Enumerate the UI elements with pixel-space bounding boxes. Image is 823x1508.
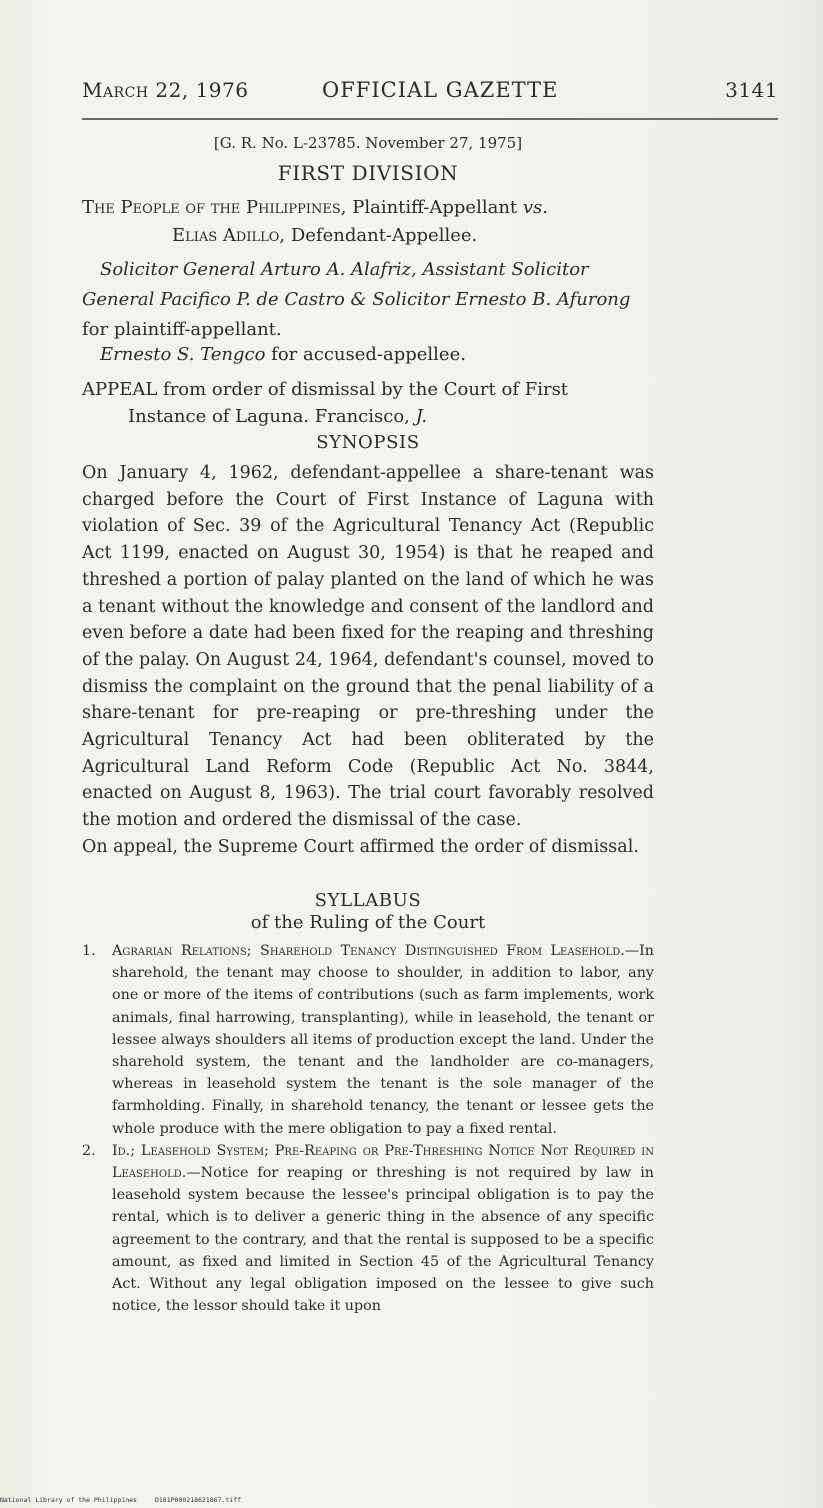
syllabus-subheading: of the Ruling of the Court: [250, 912, 486, 933]
publication-title: OFFICIAL GAZETTE: [322, 78, 559, 102]
accused-counsel: [82, 342, 654, 368]
syllabus-item-number: 2.: [82, 1142, 96, 1159]
page-header: [82, 78, 778, 108]
accused-counsel-role: for accused-appellee.: [265, 344, 466, 365]
appeal-statement: [82, 376, 654, 430]
appeal-judge: J.: [415, 406, 428, 427]
syllabus-item-title: Agrarian Relations; Sharehold Tenancy Distinguished From Leasehold.: [112, 943, 625, 959]
plaintiff-counsel: [82, 255, 654, 345]
syllabus-item-number: 1.: [82, 943, 96, 959]
syllabus-item-1: [82, 940, 654, 1140]
accused-counsel-name: Ernesto S. Tengco: [100, 344, 266, 365]
synopsis-paragraph-2: On appeal, the Supreme Court affirmed the order of dismissal.: [82, 836, 639, 857]
synopsis-heading: SYNOPSIS: [316, 432, 420, 453]
syllabus-item-text: —In sharehold, the tenant may choose to shoulder, in addition to labor, any one or more of the items of contributions (such as farm implements, work animals, final harrowing, transplanting), while in leasehold, the tenant or lessee always shoulders all items of production except the land. Under the sharehold system, the tenant and the landholder are co-managers, whereas in leasehold system the tenant is the sole manager of the farmholding. Finally, in sharehold tenancy, the tenant or lessee gets the whole produce with the mere obligation to pay a fixed rental.: [112, 943, 654, 1137]
appeal-line-1: APPEAL from order of dismissal by the Court of First: [82, 379, 569, 400]
plaintiff-name: The People of the Philippines: [82, 197, 341, 218]
library-credit: National Library of the Philippines: [0, 1496, 137, 1504]
syllabus-item-text: —Notice for reaping or threshing is not required by law in leasehold system because the lessee's principal obligation is to pay the rental, which is to deliver a generic thing in the absence of any specific agreement to the contrary, and that the rental is supposed to be a specific amount, as fixed and limited in Section 45 of the Agricultural Tenancy Act. Without any legal obligation imposed on the lessee to give such notice, the lessor should take it upon: [112, 1165, 654, 1315]
synopsis-body: [82, 460, 654, 861]
plaintiff-role: , Plaintiff-Appellant: [340, 197, 523, 218]
division-title: FIRST DIVISION: [277, 161, 459, 185]
scan-file-name: D181P000218621867.tiff: [154, 1496, 242, 1504]
header-rule: [82, 118, 778, 120]
syllabus-item-2: [82, 1140, 654, 1318]
plaintiff-counsel-role: for plaintiff-appellant.: [82, 319, 282, 340]
gr-number: [G. R. No. L-23785. November 27, 1975]: [213, 134, 523, 152]
scan-footer: [0, 1496, 241, 1504]
plaintiff-counsel-names: Solicitor General Arturo A. Alafriz, Assistant Solicitor General Pacifico P. de Castro & Solicitor Ernesto B. Afurong: [82, 259, 631, 310]
versus: vs.: [522, 197, 549, 218]
defendant-role: , Defendant-Appellee.: [279, 225, 478, 246]
case-parties: [82, 194, 654, 250]
syllabus-heading: SYLLABUS: [314, 890, 422, 911]
parties-line-1: [82, 194, 654, 222]
issue-date: March 22, 1976: [82, 78, 249, 102]
parties-line-2: [82, 222, 654, 250]
syllabus-item-title: Id.; Leasehold System; Pre-Reaping or Pre-Threshing Notice Not Required in Leasehold.: [112, 1142, 654, 1182]
appeal-court: Instance of Laguna. Francisco,: [128, 406, 416, 427]
syllabus-list: [82, 940, 654, 1317]
defendant-name: Elias Adillo: [172, 225, 280, 246]
synopsis-paragraph-1: On January 4, 1962, defendant-appellee a share-tenant was charged before the Court of First Instance of Laguna with violation of Sec. 39 of the Agricultural Tenancy Act (Republic Act 1199, enacted on August 30, 1954) is that he reaped and threshed a portion of palay planted on the land of which he was a tenant without the knowledge and consent of the landlord and even before a date had been fixed for the reaping and threshing of the palay. On August 24, 1964, defendant's counsel, moved to dismiss the complaint on the ground that the penal liability of a share-tenant for pre-reaping or pre-threshing under the Agricultural Tenancy Act had been obliterated by the Agricultural Land Reform Code (Republic Act No. 3844, enacted on August 8, 1963). The trial court favorably resolved the motion and ordered the dismissal of the case.: [82, 463, 654, 831]
page-number: 3141: [725, 78, 778, 102]
appeal-line-2: [82, 403, 654, 430]
